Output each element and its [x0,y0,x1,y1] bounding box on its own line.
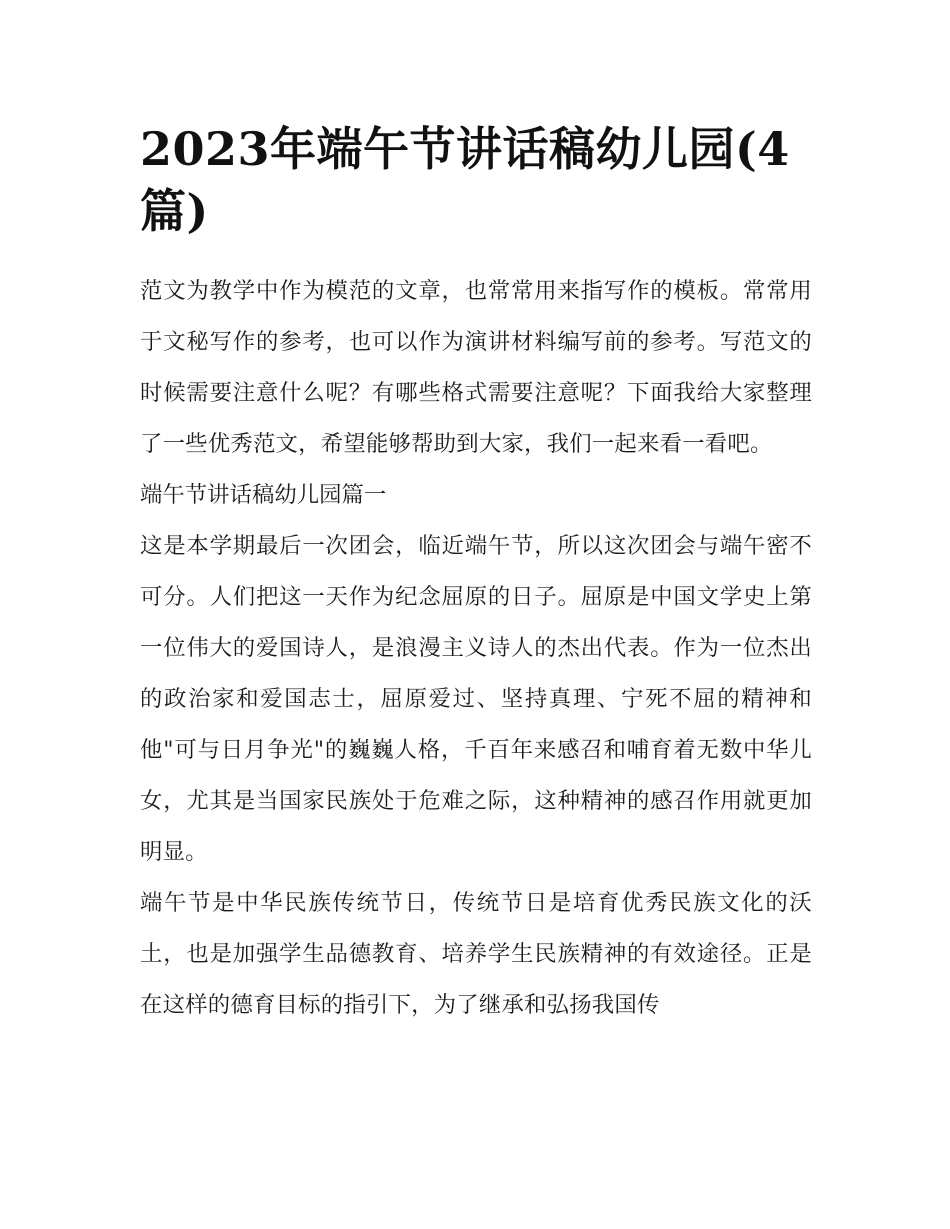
document-title: 2023年端午节讲话稿幼儿园(4篇) [140,122,790,238]
section-heading: 端午节讲话稿幼儿园篇一 [140,482,387,508]
body-paragraph-1: 这是本学期最后一次团会，临近端午节，所以这次团会与端午密不可分。人们把这一天作为纪念屈原的日子。屈原是中国文学史上第一位伟大的爱国诗人，是浪漫主义诗人的杰出代表。作为一位杰出的政治家和爱国志士，屈原爱过、坚持真理、宁死不屈的精神和他"可与日月争光"的巍巍人格，千百年来感召和哺育着无数中华儿女，尤其是当国家民族处于危难之际，这种精神的感召作用就更加明显。 [140,533,812,865]
document-page [140,118,812,1031]
document-body [140,266,812,1031]
body-paragraph-2: 端午节是中华民族传统节日，传统节日是培育优秀民族文化的沃土，也是加强学生品德教育、培养学生民族精神的有效途径。正是在这样的德育目标的指引下，为了继承和弘扬我国传 [140,890,812,1018]
intro-paragraph: 范文为教学中作为模范的文章，也常常用来指写作的模板。常常用于文秘写作的参考，也可以作为演讲材料编写前的参考。写范文的时候需要注意什么呢？有哪些格式需要注意呢？下面我给大家整理了一些优秀范文，希望能够帮助到大家，我们一起来看一看吧。 [140,278,812,457]
